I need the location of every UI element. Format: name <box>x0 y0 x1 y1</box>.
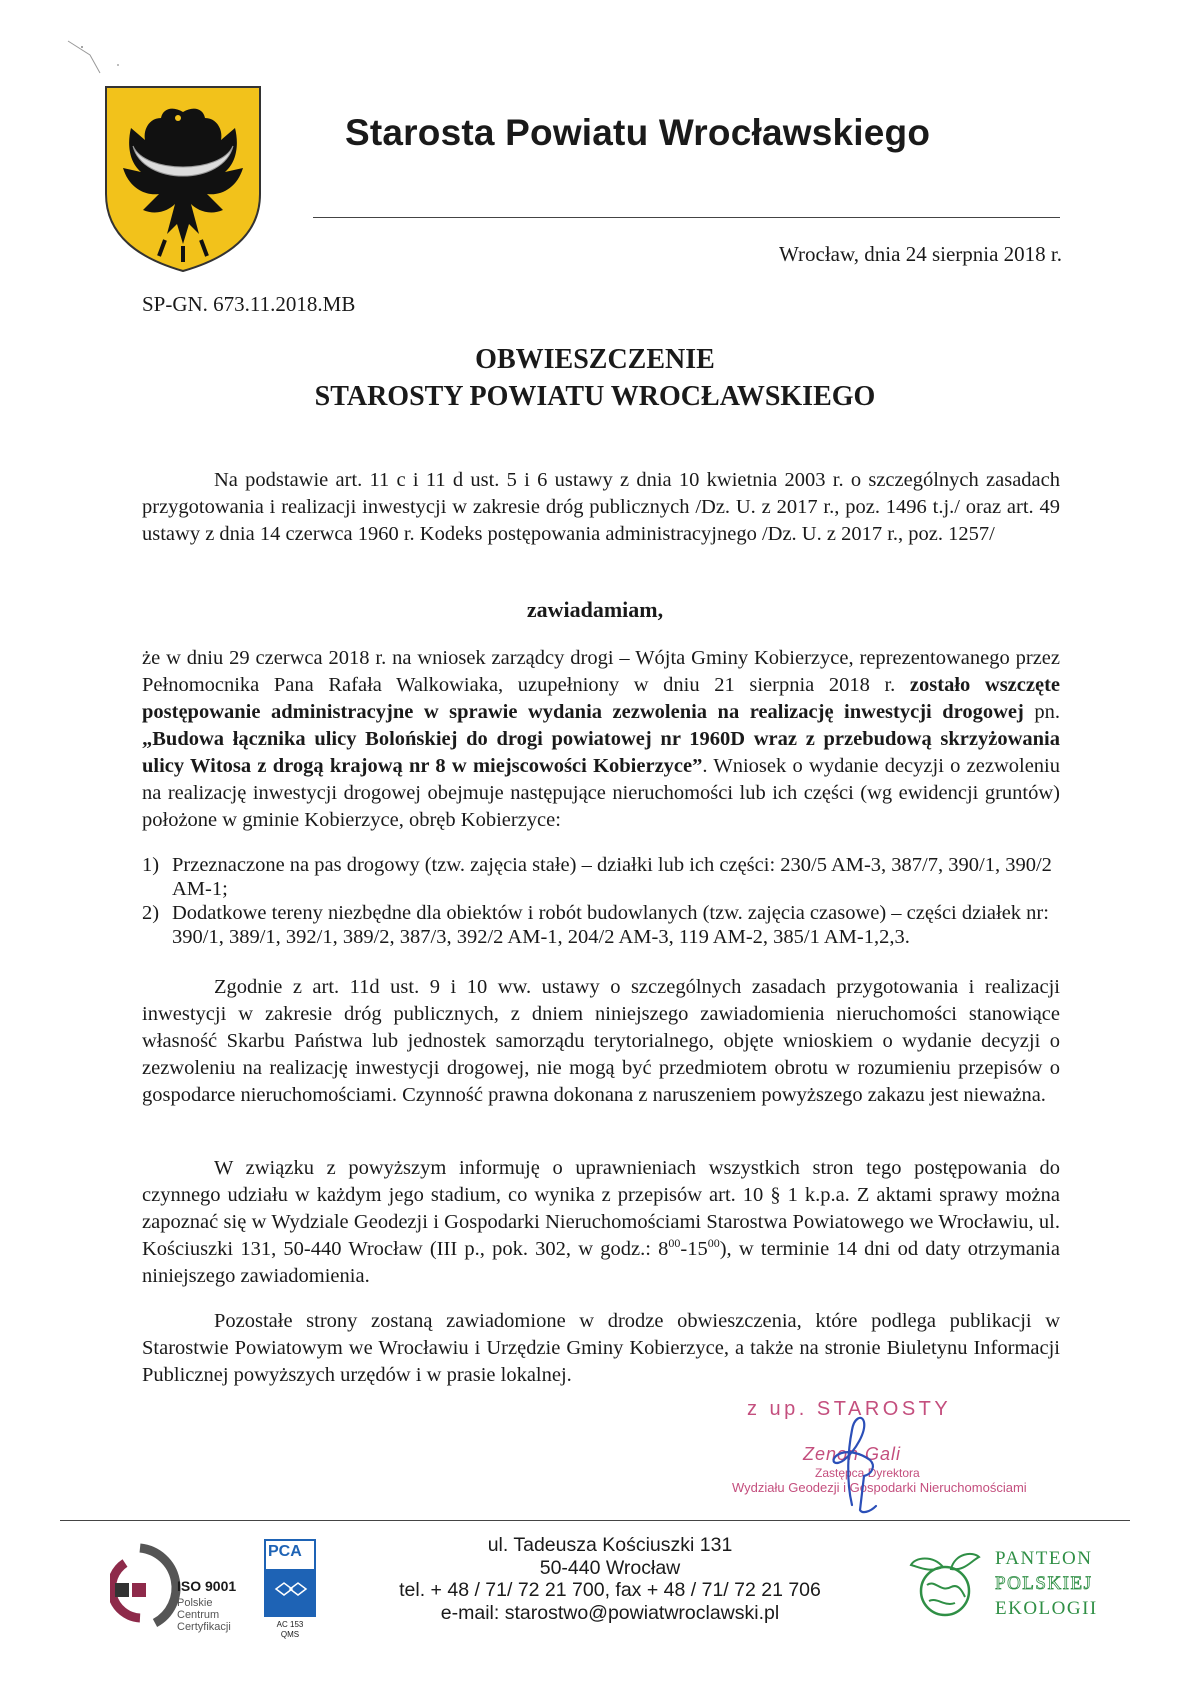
handwritten-signature-icon <box>790 1410 920 1520</box>
iso-label: ISO 9001 <box>177 1578 237 1594</box>
address-city: 50-440 Wrocław <box>539 1556 681 1579</box>
authority-name: Starosta Powiatu Wrocławskiego <box>345 112 931 153</box>
list-item-number: 1) <box>142 854 160 876</box>
announcement-text: . Wniosek o wydanie decyzji o zezwoleniu na realizację inwestycji drogowej obejmuje następujące nieruchomości lub ich części (wg ewidencji gruntów) położone w gminie Kobierzyce, obręb Kobierzyce: <box>142 755 1060 831</box>
publication-paragraph: Pozostałe strony zostaną zawiadomione w drodze obwieszczenia, które podlega publikacji w Starostwie Powiatowym we Wrocławiu i Urzędzie Gminy Kobierzyce, a także na stronie Biuletynu Informacji Publicznej powyższych urzędów i w prasie lokalnej. <box>142 1310 1060 1386</box>
iso-organization-line: Polskie <box>177 1597 213 1609</box>
stamp-department: Wydziału Geodezji i Gospodarki Nieruchomościami <box>732 1480 1027 1495</box>
reference-number: SP-GN. 673.11.2018.MB <box>142 292 356 316</box>
rights-text: ), w terminie 14 dni od daty otrzymania niniejszego zawiadomienia. <box>142 1238 1060 1287</box>
stamp-authorization: z up. STAROSTY <box>747 1398 952 1420</box>
stamp-signatory-role: Zastępca Dyrektora <box>815 1466 920 1480</box>
rights-text: W związku z powyższym informuję o uprawnieniach wszystkich stron tego postępowania do czynnego udziału w każdym jego stadium, co wynika z przepisów art. 10 § 1 k.p.a. Z aktami sprawy można zapoznać się w Wydziale Geodezji i Gospodarki Nieruchomościami Starostwa Powiatowego we Wrocławiu, ul. Kościuszki 131, 50-440 Wrocław (III p., pok. 302, w godz.: 8 <box>142 1157 1060 1260</box>
stamp-signatory-name: Zenon Gali <box>803 1444 902 1464</box>
hours-to-sup: 00 <box>707 1236 720 1251</box>
list-item <box>142 853 1060 901</box>
hours-separator: -15 <box>680 1238 708 1260</box>
office-address <box>330 1534 890 1624</box>
notify-heading: zawiadamiam, <box>526 597 664 622</box>
pca-label: PCA <box>268 1543 302 1560</box>
list-item-text: Dodatkowe tereny niezbędne dla obiektów i robót budowlanych (tzw. zajęcia czasowe) – części działek nr: 390/1, 389/1, 392/1, 389/2, 387/3, 392/2 AM-1, 204/2 AM-3, 119 AM-2, 385/1 AM-1,2,3. <box>172 902 1049 948</box>
address-phone: tel. + 48 / 71/ 72 21 700, fax + 48 / 71/ 72 21 706 <box>399 1579 821 1601</box>
prohibition-paragraph: Zgodnie z art. 11d ust. 9 i 10 ww. ustawy o szczególnych zasadach przygotowania i realizacji inwestycji w zakresie dróg publicznych, z dniem niniejszego zawiadomienia nieruchomości stanowiące własność Skarbu Państwa lub jednostek samorządu terytorialnego, objęte wnioskiem o wydanie decyzji o zezwoleniu na realizację inwestycji drogowej, nie mogą być przedmiotem obrotu w rozumieniu przepisów o gospodarce nieruchomościami. Czynność prawna dokonana z naruszeniem powyższego zakazu jest nieważna. <box>142 976 1060 1106</box>
pca-code-qms: QMS <box>280 1630 300 1639</box>
iso-organization-line: Certyfikacji <box>177 1621 231 1633</box>
iso-organization-line: Centrum <box>177 1609 220 1621</box>
hours-from-sup: 00 <box>668 1236 681 1251</box>
announcement-text: pn. <box>1023 701 1060 723</box>
scan-speck-icon <box>60 35 130 80</box>
announcement-paragraph <box>142 645 1060 834</box>
rights-paragraph <box>142 1155 1060 1290</box>
document-title: OBWIESZCZENIE <box>475 344 715 375</box>
list-item-text: Przeznaczone na pas drogowy (tzw. zajęcia stałe) – działki lub ich części: 230/5 AM-3, 387/7, 390/1, 390/2 AM-1; <box>172 854 1052 900</box>
announcement-text: że w dniu 29 czerwca 2018 r. na wniosek zarządcy drogi – Wójta Gminy Kobierzyce, reprezentowanego przez Pełnomocnika Pana Rafała Walkowiaka, uzupełniony w dniu 21 sierpnia 2018 r. <box>142 647 1060 696</box>
address-email: e-mail: starostwo@powiatwroclawski.pl <box>440 1601 780 1624</box>
panteon-ecology-wordmark <box>995 1546 1098 1621</box>
parcel-list <box>142 853 1060 949</box>
document-date: Wrocław, dnia 24 sierpnia 2018 r. <box>779 242 1062 266</box>
panteon-line-1: PANTEON <box>995 1548 1093 1569</box>
panteon-line-2: POLSKIEJ <box>995 1573 1093 1594</box>
document-subtitle: STAROSTY POWIATU WROCŁAWSKIEGO <box>314 381 876 412</box>
pca-code <box>260 1620 320 1640</box>
investment-name: „Budowa łącznika ulicy Bolońskiej do drogi powiatowej nr 1960D wraz z przebudową skrzyżowania ulicy Witosa z drogą krajową nr 8 w miejscowości Kobierzyce” <box>142 728 1060 777</box>
panteon-ecology-emblem-icon <box>905 1549 983 1621</box>
address-street: ul. Tadeusza Kościuszki 131 <box>487 1534 733 1556</box>
list-item <box>142 901 1060 949</box>
iso-organization <box>177 1597 231 1633</box>
announcement-bold-proceeding: zostało wszczęte postępowanie administracyjne w sprawie wydania zezwolenia na realizację inwestycji drogowej <box>142 674 1060 723</box>
panteon-line-3: EKOLOGII <box>995 1598 1098 1619</box>
pca-code-number: AC 153 <box>276 1620 304 1629</box>
legal-basis-paragraph: Na podstawie art. 11 c i 11 d ust. 5 i 6 ustawy z dnia 10 kwietnia 2003 r. o szczególnych zasadach przygotowania i realizacji inwestycji w zakresie dróg publicznych /Dz. U. z 2017 r., poz. 1496 t.j./ oraz art. 49 ustawy z dnia 14 czerwca 1960 r. Kodeks postępowania administracyjnego /Dz. U. z 2017 r., poz. 1257/ <box>142 469 1060 545</box>
footer-divider <box>60 1520 1130 1521</box>
list-item-number: 2) <box>142 902 160 924</box>
lower-silesia-eagle-crest-icon <box>103 84 263 274</box>
header-divider <box>313 217 1060 218</box>
